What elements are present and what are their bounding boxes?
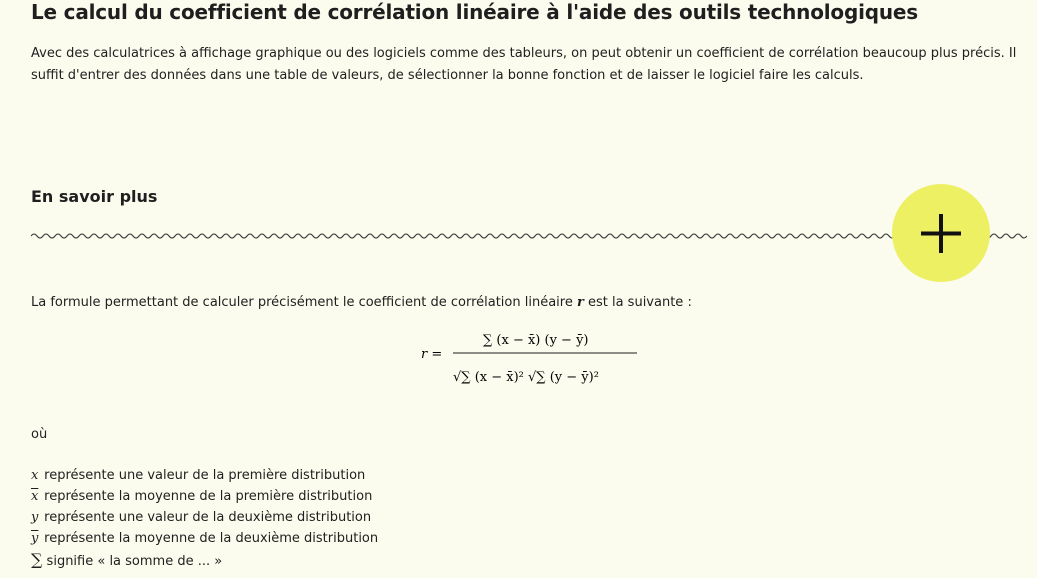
definition-text: signifie « la somme de ... » [42,554,223,569]
more-section-title: En savoir plus [31,187,158,206]
definition-text: représente une valeur de la deuxième distribution [40,510,372,525]
definition-x-bar [31,486,378,507]
y-symbol: y [31,510,39,525]
formula-numerator: ∑ (x − x̄) (y − ȳ) [483,333,589,348]
definition-text: représente une valeur de la première distribution [40,468,366,483]
wavy-divider [31,227,1027,245]
r-variable: r [576,295,584,310]
plus-icon [921,213,961,253]
x-symbol: x [31,468,39,483]
definition-text: représente la moyenne de la deuxième distribution [40,531,379,546]
definitions-list [31,465,378,570]
x-bar-symbol: $\overline{x}$ [31,489,39,504]
definition-sigma [31,549,378,570]
correlation-formula [415,322,655,394]
formula-intro-end: est la suivante : [583,295,692,310]
formula-intro [31,292,692,313]
where-label: où [31,427,48,442]
formula-lhs: r = [421,347,443,362]
definition-x [31,465,378,486]
definition-y [31,507,378,528]
intro-paragraph: Avec des calculatrices à affichage graphique ou des logiciels comme des tableurs, on peut obtenir un coefficient de corrélation beaucoup plus précis. Il suffit d'entrer des données dans une table de valeurs, de sélectionner la bonne fonction et de laisser le logiciel faire les calculs. [31,46,1017,83]
formula-denominator: √∑ (x − x̄)² √∑ (y − ȳ)² [453,370,599,385]
definition-text: représente la moyenne de la première distribution [40,489,373,504]
page-title: Le calcul du coefficient de corrélation linéaire à l'aide des outils technologiques [31,0,918,24]
y-bar-symbol: $\overline{y}$ [31,531,39,546]
expand-more-button[interactable] [892,184,990,282]
sigma-symbol: ∑ [31,550,43,569]
definition-y-bar [31,528,378,549]
formula-intro-text: La formule permettant de calculer précisément le coefficient de corrélation linéaire [31,295,577,310]
